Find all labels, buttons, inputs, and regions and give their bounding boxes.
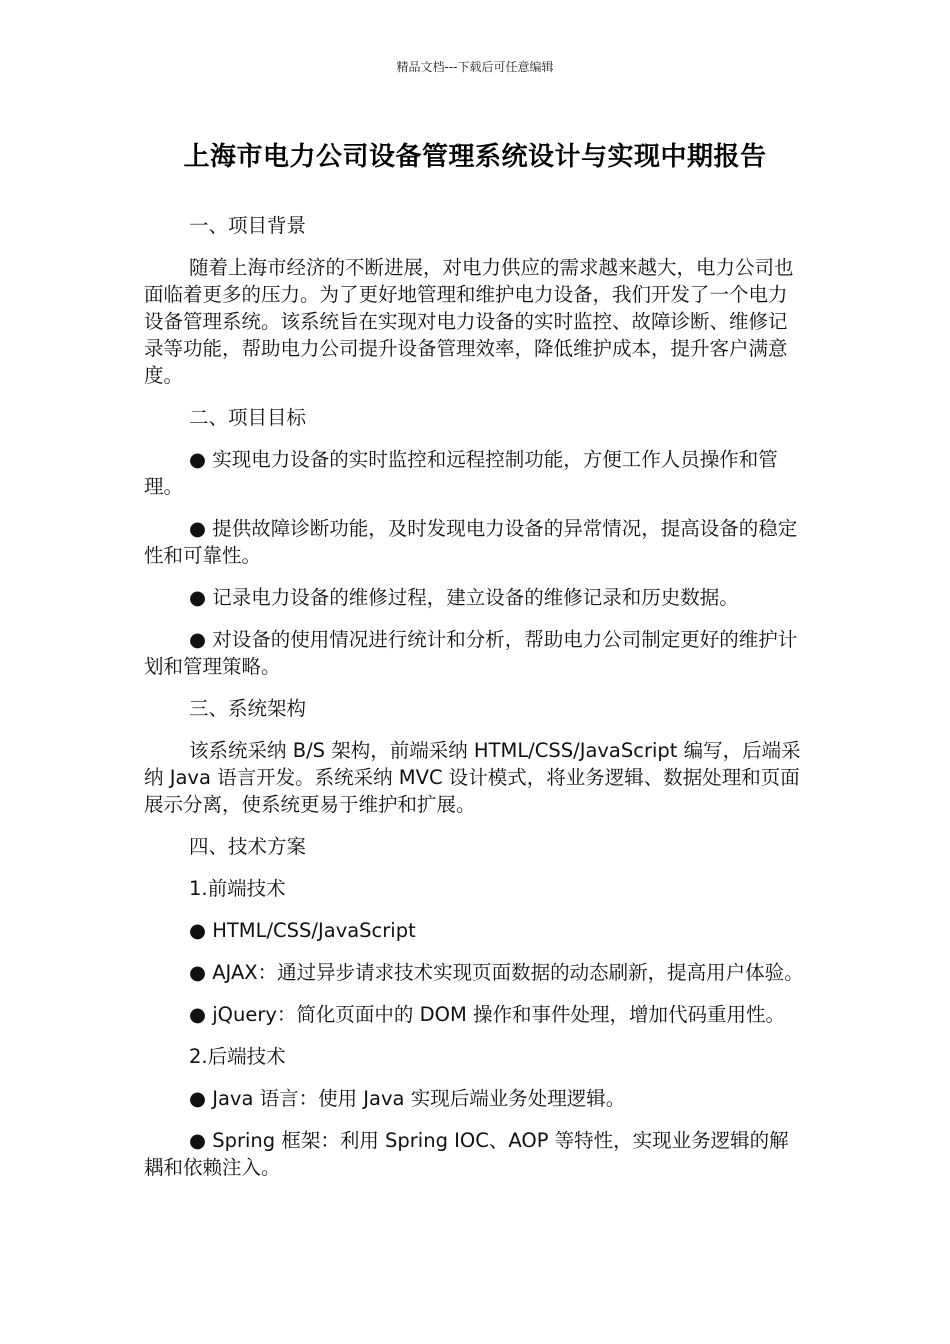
goal-item-monitoring: ● 实现电力设备的实时监控和远程控制功能，方便工作人员操作和管理。	[144, 448, 778, 498]
section-heading-goals: 二、项目目标	[189, 406, 307, 429]
backend-item-java: ● Java 语言：使用 Java 实现后端业务处理逻辑。	[189, 1087, 626, 1110]
document-title: 上海市电力公司设备管理系统设计与实现中期报告	[183, 142, 767, 172]
section-heading-background: 一、项目背景	[189, 214, 307, 237]
goal-item-statistics: ● 对设备的使用情况进行统计和分析，帮助电力公司制定更好的维护计划和管理策略。	[144, 628, 798, 678]
section-heading-technical-plan: 四、技术方案	[189, 835, 307, 858]
header-note: 精品文档---下载后可任意编辑	[396, 60, 554, 74]
subheading-backend: 2.后端技术	[189, 1045, 286, 1068]
document-body	[144, 212, 806, 1181]
goal-item-maintenance-records: ● 记录电力设备的维修过程，建立设备的维修记录和历史数据。	[189, 586, 739, 609]
subheading-frontend: 1.前端技术	[189, 877, 286, 900]
paragraph-architecture: 该系统采纳 B/S 架构，前端采纳 HTML/CSS/JavaScript 编写，后端采纳 Java 语言开发。系统采纳 MVC 设计模式，将业务逻辑、数据处理和页面展示分离，使系统更易于维护和扩展。	[144, 739, 801, 816]
frontend-item-ajax: ● AJAX：通过异步请求技术实现页面数据的动态刷新，提高用户体验。	[189, 961, 804, 984]
goal-item-diagnosis: ● 提供故障诊断功能，及时发现电力设备的异常情况，提高设备的稳定性和可靠性。	[144, 517, 798, 567]
frontend-item-jquery: ● jQuery：简化页面中的 DOM 操作和事件处理，增加代码重用性。	[189, 1003, 785, 1026]
paragraph-background: 随着上海市经济的不断进展，对电力供应的需求越来越大，电力公司也面临着更多的压力。为了更好地管理和维护电力设备，我们开发了一个电力设备管理系统。该系统旨在实现对电力设备的实时监控、故障诊断、维修记录等功能，帮助电力公司提升设备管理效率，降低维护成本，提升客户满意度。	[144, 256, 794, 387]
section-heading-architecture: 三、系统架构	[189, 697, 307, 720]
frontend-item-html: ● HTML/CSS/JavaScript	[189, 919, 416, 942]
backend-item-spring: ● Spring 框架：利用 Spring IOC、AOP 等特性，实现业务逻辑的解耦和依赖注入。	[144, 1129, 789, 1179]
